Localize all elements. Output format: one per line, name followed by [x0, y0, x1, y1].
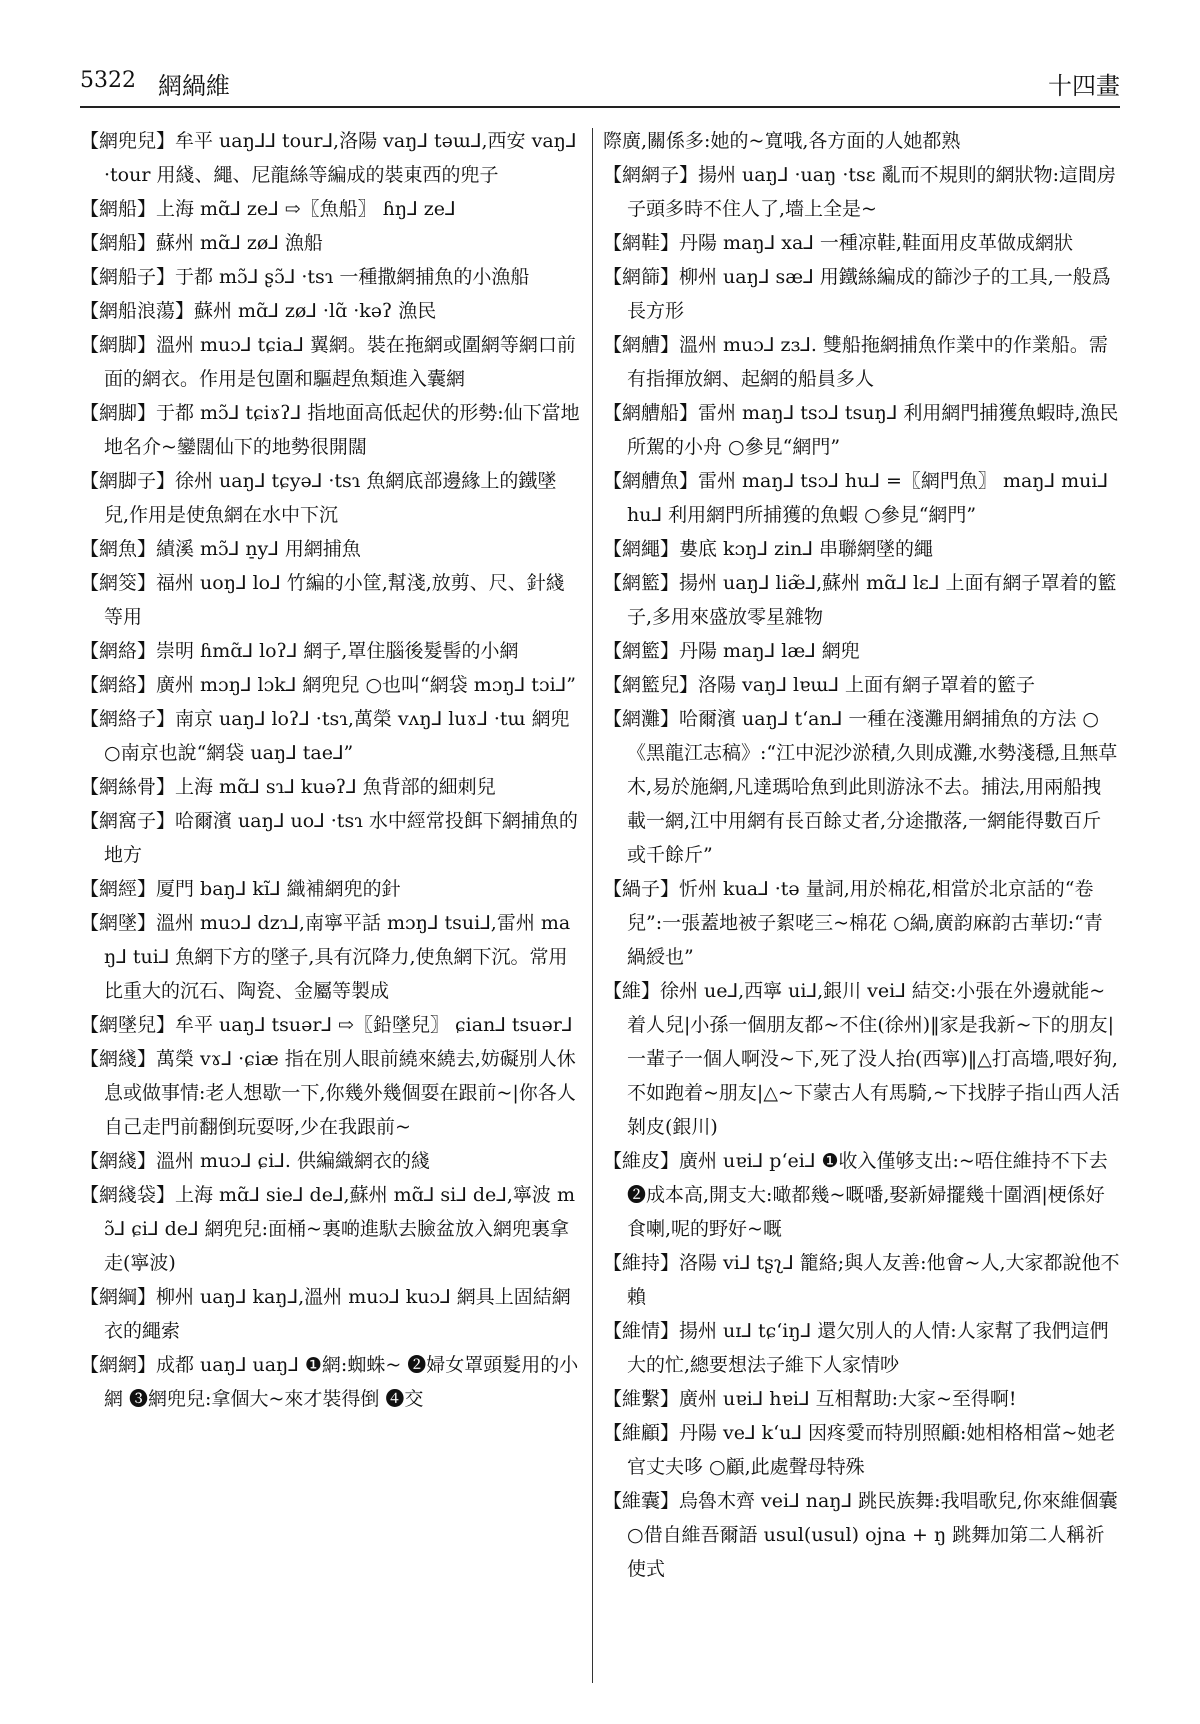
dictionary-entry: 【維顧】丹陽 ve⅃ k‘u⅃ 因疼愛而特別照顧:她相格相當~她老官丈夫哆 ○顧,此處聲母特殊: [603, 1422, 1116, 1478]
stroke-section-label: 十四畫: [1048, 72, 1120, 100]
dictionary-entry: 【網綫袋】上海 mɑ̃⅃ sie⅃ de⅃,蘇州 mɑ̃⅃ si⅃ de⅃,寧波 mɔ̃⅃ ɕi⅃ de⅃ 網兜兒:面桶~裏啲進馱去臉盆放入網兜裏拿走(寧波): [80, 1184, 575, 1274]
dictionary-entry: 【維囊】烏魯木齊 vei⅃ naŋ⅃ 跳民族舞:我唱歌兒,你來維個囊 ○借自維吾爾語 usul(usul) ojna + ŋ 跳舞加第二人稱祈使式: [603, 1490, 1118, 1580]
dictionary-entry: 【網墜兒】牟平 uaŋ⅃ tsuər⅃ ⇨〖鉛墜兒〗 ɕian⅃ tsuər⅃: [80, 1014, 573, 1036]
dictionary-entry: 【網鞋】丹陽 maŋ⅃ xa⅃ 一種凉鞋,鞋面用皮革做成網狀: [603, 232, 1073, 254]
dictionary-entry: 【網艚船】雷州 maŋ⅃ tsɔ⅃ tsuŋ⅃ 利用網門捕獲魚蝦時,漁民所駕的小舟 ○參見“網門”: [603, 402, 1119, 458]
dictionary-entry: 【網船子】于都 mɔ̃⅃ ʂɔ̃⅃ ·tsɿ 一種撒網捕魚的小漁船: [80, 266, 530, 288]
dictionary-entry: 【網窩子】哈爾濱 uaŋ⅃ uo⅃ ·tsɿ 水中經常投餌下網捕魚的地方: [80, 810, 578, 866]
dictionary-entry: 【緺子】忻州 kua⅃ ·tə 量詞,用於棉花,相當於北京話的“卷兒”:一張蓋地被子絮咾三~棉花 ○緺,廣韵麻韵古華切:“青緺綬也”: [603, 878, 1103, 968]
dictionary-entry: 【網絡子】南京 uaŋ⅃ loʔ⅃ ·tsɿ,萬榮 vʌŋ⅃ luɤ⅃ ·tɯ 網兜 ○南京也說“網袋 uaŋ⅃ tae⅃”: [80, 708, 570, 764]
dictionary-entry: 【網船】上海 mɑ̃⅃ ze⅃ ⇨〖魚船〗 ɦŋ⅃ ze⅃: [80, 198, 456, 220]
dictionary-entry: 【維】徐州 ue⅃,西寧 ui⅃,銀川 vei⅃ 結交:小張在外邊就能~着人兒|小孫一個朋友都~不住(徐州)‖家是我新~下的朋友|一輩子一個人啊没~下,死了没人抬(西寧)‖△打高墻,喂好狗,不如跑着~朋友|△~下蒙古人有馬騎,~下找脖子指山西人活剝皮(銀川): [603, 980, 1120, 1138]
dictionary-entry: 【網經】厦門 baŋ⅃ kĩ⅃ 織補網兜的針: [80, 878, 401, 900]
dictionary-entry: 【網艚魚】雷州 maŋ⅃ tsɔ⅃ hu⅃ =〖網門魚〗 maŋ⅃ mui⅃ hu⅃ 利用網門所捕獲的魚蝦 ○參見“網門”: [603, 470, 1109, 526]
dictionary-entry: 【網絲骨】上海 mɑ̃⅃ sɿ⅃ kuəʔ⅃ 魚背部的細刺兒: [80, 776, 496, 798]
right-column: [603, 124, 1120, 1586]
dictionary-entry: 【網籃兒】洛陽 vaŋ⅃ lɐɯ⅃ 上面有網子罩着的籃子: [603, 674, 1036, 696]
dictionary-entry: 【網筊】福州 uoŋ⅃ lo⅃ 竹編的小筐,幫淺,放剪、尺、針綫等用: [80, 572, 565, 628]
page-header: [80, 58, 1120, 106]
dictionary-entry: 【維皮】廣州 uɐi⅃ p‘ei⅃ ❶收入僅够支出:~唔住維持不下去 ❷成本高,開支大:噉都幾~嘅噃,娶新婦擺幾十圍酒|梗係好食喇,呢的野好~嘅: [603, 1150, 1108, 1240]
dictionary-entry: 【網墜】溫州 muɔ⅃ dzɿ⅃,南寧平話 mɔŋ⅃ tsui⅃,雷州 maŋ⅃ tui⅃ 魚網下方的墜子,具有沉降力,使魚網下沉。常用比重大的沉石、陶瓷、金屬等製成: [80, 912, 571, 1002]
dictionary-entry: 【網船】蘇州 mɑ̃⅃ zø⅃ 漁船: [80, 232, 323, 254]
dictionary-entry: 【網絡】廣州 mɔŋ⅃ lɔk⅃ 網兜兒 ○也叫“網袋 mɔŋ⅃ tɔi⅃”: [80, 674, 576, 696]
dictionary-entry: 際廣,關係多:她的~寬哦,各方面的人她都熟: [603, 130, 961, 152]
header-rule: [80, 106, 1120, 108]
left-column: [80, 124, 580, 1416]
dictionary-entry: 【網船浪蕩】蘇州 mɑ̃⅃ zø⅃ ·lɑ̃ ·kəʔ 漁民: [80, 300, 437, 322]
dictionary-entry: 【網絡】崇明 ɦmɑ̃⅃ loʔ⅃ 網子,罩住腦後髮髻的小網: [80, 640, 519, 662]
dictionary-entry: 【網籃】揚州 uaŋ⅃ liæ̃⅃,蘇州 mɑ̃⅃ lɛ⅃ 上面有網子罩着的籃子,多用來盛放零星雜物: [603, 572, 1117, 628]
dictionary-entry: 【網篩】柳州 uaŋ⅃ sæ⅃ 用鐵絲編成的篩沙子的工具,一般爲長方形: [603, 266, 1111, 322]
dictionary-entry: 【網綫】萬榮 vɤ⅃ ·ɕiæ 指在別人眼前繞來繞去,妨礙別人休息或做事情:老人想歇一下,你幾外幾個耍在跟前~|你各人自己走門前翻倒玩耍呀,少在我跟前~: [80, 1048, 576, 1138]
dictionary-entry: 【網魚】績溪 mɔ̃⅃ n̠y⅃ 用網捕魚: [80, 538, 361, 560]
dictionary-entry: 【維持】洛陽 vi⅃ tʂʅ⅃ 籠絡;與人友善:他會~人,大家都說他不賴: [603, 1252, 1120, 1308]
dictionary-entry: 【維情】揚州 uɪ⅃ tɕ‘iŋ⅃ 還欠別人的人情:人家幫了我們這們大的忙,總要想法子維下人家情吵: [603, 1320, 1109, 1376]
dictionary-entry: 【網脚子】徐州 uaŋ⅃ tɕyə⅃ ·tsɿ 魚網底部邊緣上的鐵墜兒,作用是使魚網在水中下沉: [80, 470, 557, 526]
dictionary-entry: 【網繩】婁底 kɔŋ⅃ zin⅃ 串聯網墜的繩: [603, 538, 934, 560]
header-title: 網緺維: [158, 72, 230, 100]
dictionary-entry: 【網脚】于都 mɔ̃⅃ tɕiɤʔ⅃ 指地面高低起伏的形勢:仙下當地地名介~鑾闊仙下的地勢很開闊: [80, 402, 580, 458]
dictionary-entry: 【網籃】丹陽 maŋ⅃ læ⅃ 網兜: [603, 640, 860, 662]
page-number: 5322: [80, 68, 136, 93]
dictionary-entry: 【網綱】柳州 uaŋ⅃ kaŋ⅃,溫州 muɔ⅃ kuɔ⅃ 網具上固結網衣的繩索: [80, 1286, 571, 1342]
dictionary-entry: 【維繫】廣州 uɐi⅃ hɐi⅃ 互相幫助:大家~至得啊!: [603, 1388, 1017, 1410]
column-divider: [592, 128, 593, 1683]
dictionary-entry: 【網網子】揚州 uaŋ⅃ ·uaŋ ·tsɛ 亂而不規則的網狀物:這間房子頭多時不住人了,墻上全是~: [603, 164, 1117, 220]
dictionary-entry: 【網網】成都 uaŋ⅃ uaŋ⅃ ❶網:蜘蛛~ ❷婦女罩頭髮用的小網 ❸網兜兒:拿個大~來才裝得倒 ❹交: [80, 1354, 579, 1410]
dictionary-entry: 【網兜兒】牟平 uaŋ⅃⅃ tour⅃,洛陽 vaŋ⅃ təɯ⅃,西安 vaŋ⅃ ·tour 用綫、繩、尼龍絲等編成的裝東西的兜子: [80, 130, 577, 186]
dictionary-entry: 【網綫】溫州 muɔ⅃ ɕi⅃. 供編織網衣的綫: [80, 1150, 430, 1172]
dictionary-entry: 【網脚】溫州 muɔ⅃ tɕia⅃ 翼網。裝在拖網或圍網等網口前面的網衣。作用是包圍和驅趕魚類進入囊網: [80, 334, 576, 390]
dictionary-entry: 【網灘】哈爾濱 uaŋ⅃ t‘an⅃ 一種在淺灘用網捕魚的方法 ○《黑龍江志稿》:“江中泥沙淤積,久則成灘,水勢淺穩,且無草木,易於施網,凡達瑪哈魚到此則游泳不去。捕法,用兩船拽載一網,江中用網有長百餘丈者,分途撒落,一網能得數百斤或千餘斤”: [603, 708, 1118, 866]
dictionary-entry: 【網艚】溫州 muɔ⅃ zɜ⅃. 雙船拖網捕魚作業中的作業船。需有指揮放網、起網的船員多人: [603, 334, 1108, 390]
